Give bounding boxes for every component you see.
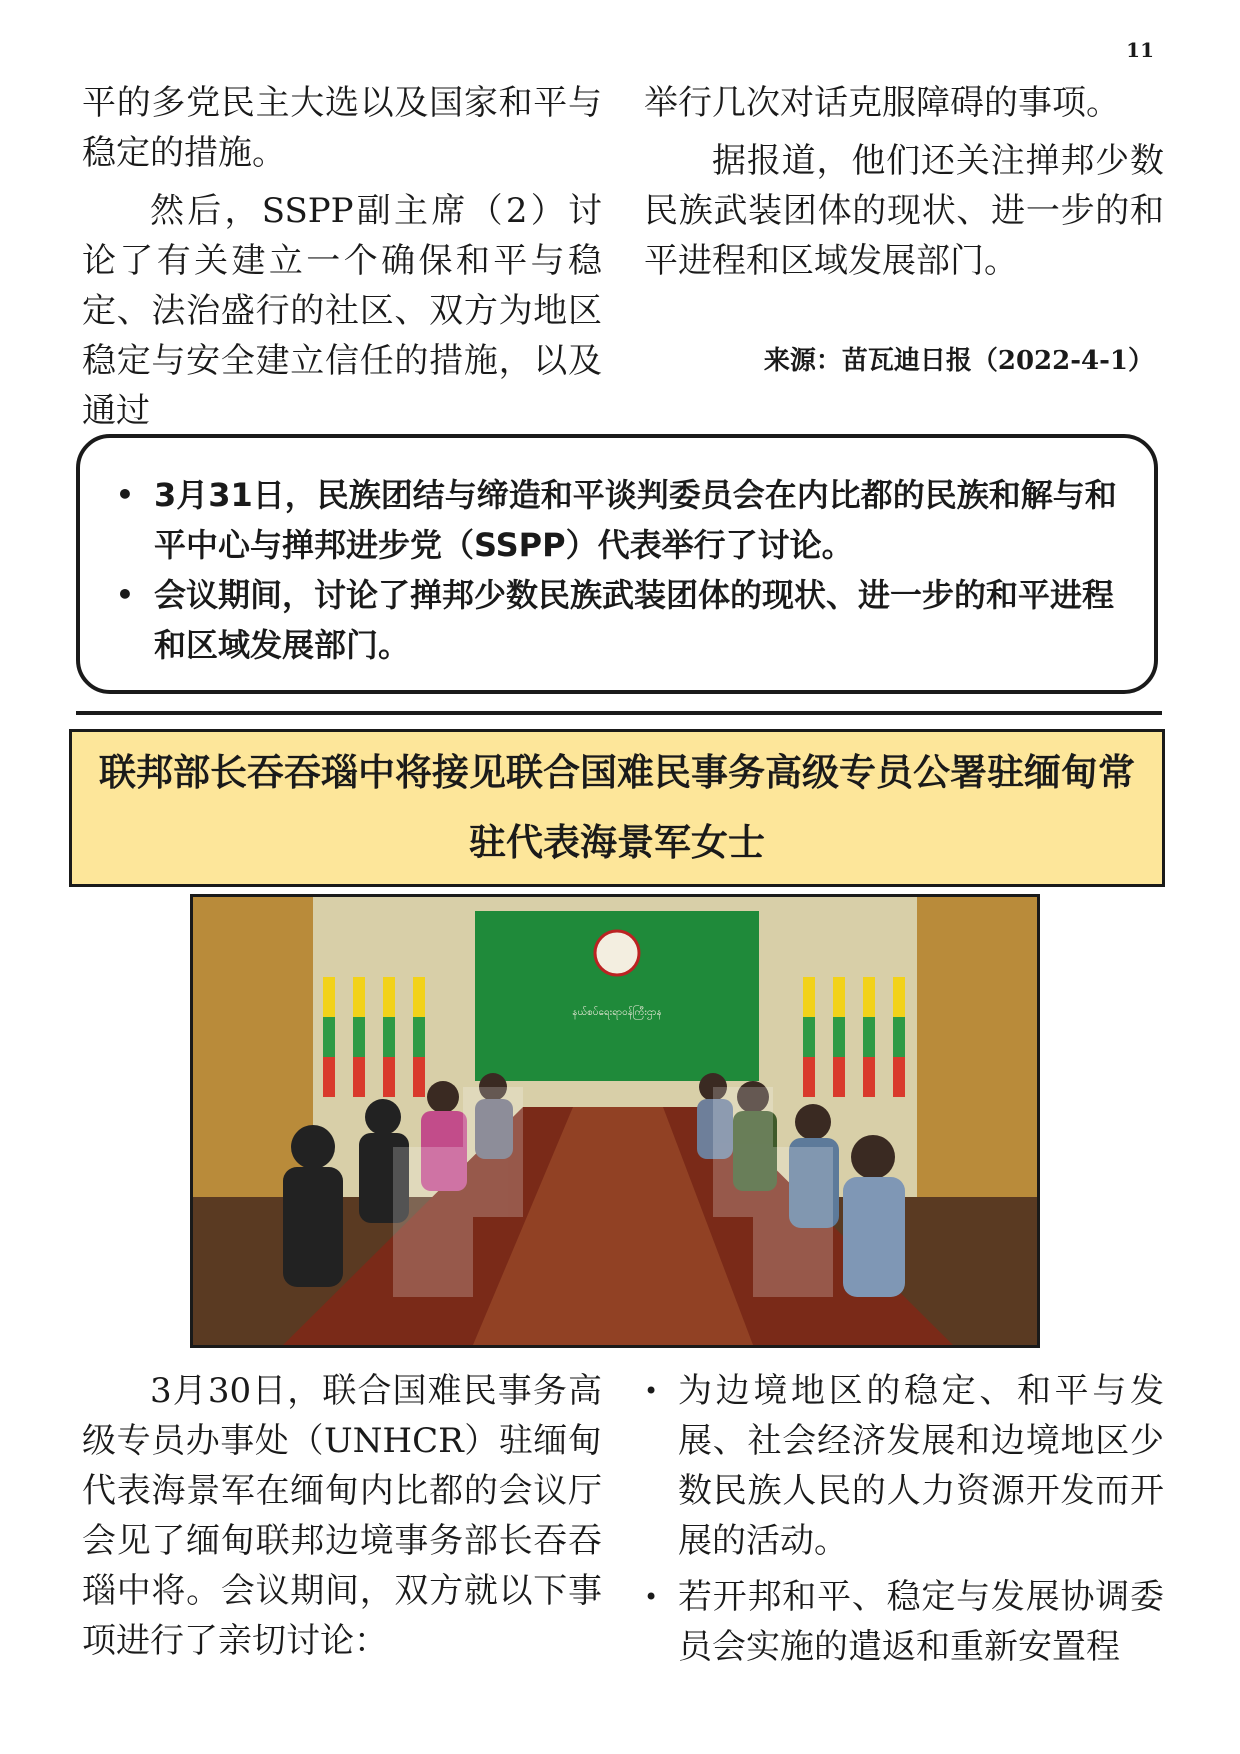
photo-sign-text: နယ်စပ်ရေးရာဝန်ကြီးဌာန <box>572 1007 662 1018</box>
summary-item <box>100 570 1126 670</box>
article-paragraph: 据报道，他们还关注掸邦少数民族武装团体的现状、进一步的和平进程和区域发展部门。 <box>644 141 1164 281</box>
article-column-left <box>82 78 602 436</box>
article-column-left <box>82 1366 602 1666</box>
topic-list <box>644 1366 1164 1672</box>
summary-item <box>100 470 1126 570</box>
meeting-photo <box>190 894 1040 1348</box>
article-column-right <box>644 78 1164 286</box>
bullet-icon: • <box>116 578 134 611</box>
meeting-photo-illustration <box>193 897 1037 1345</box>
article-paragraph: 然后，SSPP副主席（2）讨论了有关建立一个确保和平与稳定、法治盛行的社区、双方为地区稳定与安全建立信任的措施，以及通过 <box>82 191 602 431</box>
topic-item <box>644 1366 1164 1566</box>
source-citation: 来源：苗瓦迪日报（2022-4-1） <box>763 346 1154 376</box>
topic-item-text: 为边境地区的稳定、和平与发展、社会经济发展和边境地区少数民族人民的人力资源开发而开展的活动。 <box>678 1371 1164 1561</box>
summary-item-text: 会议期间，讨论了掸邦少数民族武装团体的现状、进一步的和平进程和区域发展部门。 <box>154 576 1115 664</box>
article-paragraph: 平的多党民主大选以及国家和平与稳定的措施。 <box>82 83 602 173</box>
bullet-icon: • <box>644 1583 659 1611</box>
bullet-icon: • <box>116 478 134 511</box>
summary-item-text: 3月31日，民族团结与缔造和平谈判委员会在内比都的民族和解与和平中心与掸邦进步党（SSPP）代表举行了讨论。 <box>154 476 1117 564</box>
headline-banner <box>69 729 1165 887</box>
article-paragraph: 举行几次对话克服障碍的事项。 <box>644 83 1120 123</box>
headline-title: 联邦部长吞吞瑙中将接见联合国难民事务高级专员公署驻缅甸常驻代表海景军女士 <box>99 751 1135 864</box>
bullet-icon: • <box>644 1377 659 1405</box>
summary-box <box>76 434 1158 694</box>
emblem-icon <box>595 931 639 975</box>
article-paragraph: 3月30日，联合国难民事务高级专员办事处（UNHCR）驻缅甸代表海景军在缅甸内比都的会议厅会见了缅甸联邦边境事务部长吞吞瑙中将。会议期间，双方就以下事项进行了亲切讨论： <box>82 1371 602 1661</box>
topic-item-text: 若开邦和平、稳定与发展协调委员会实施的遣返和重新安置程 <box>678 1577 1164 1667</box>
section-divider <box>76 711 1162 715</box>
topic-item <box>644 1572 1164 1672</box>
page-number: 11 <box>1126 38 1154 62</box>
article-column-right <box>644 1366 1164 1672</box>
summary-list <box>100 470 1126 670</box>
